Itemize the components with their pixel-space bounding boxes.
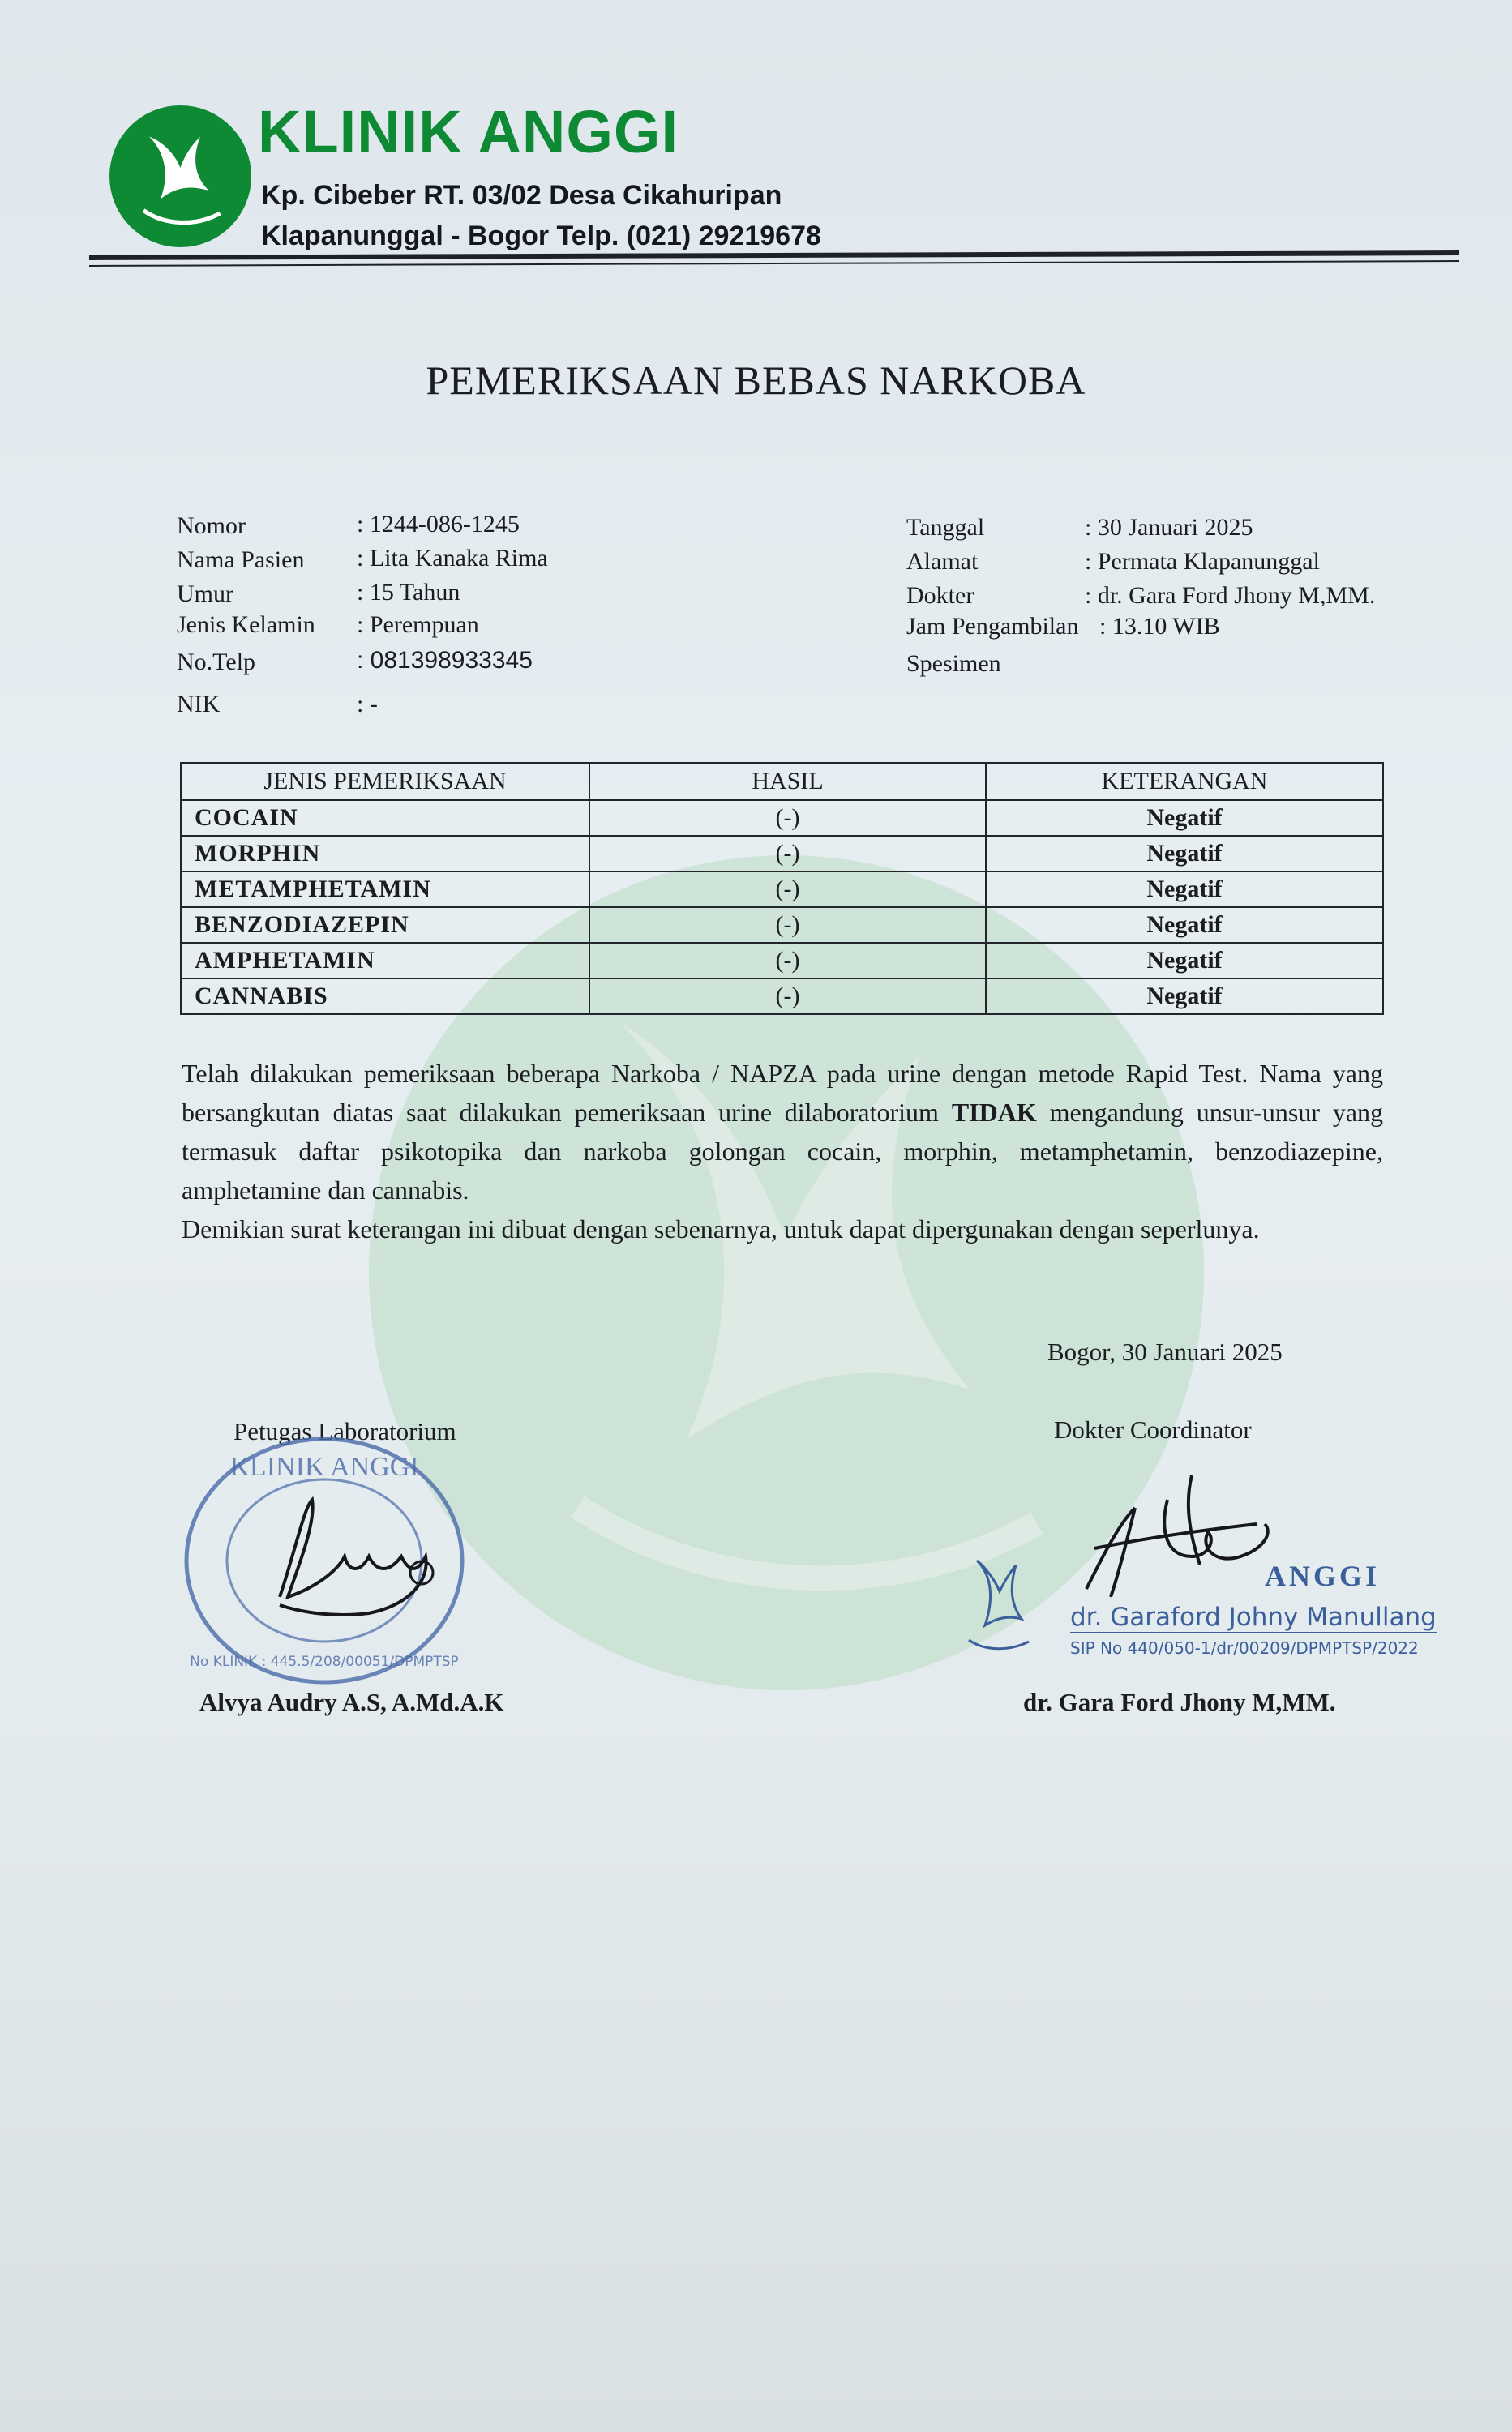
test-result: (-) <box>589 907 986 943</box>
results-table <box>180 762 1384 1015</box>
tanggal-value: : 30 Januari 2025 <box>1085 514 1253 541</box>
nama-label: Nama Pasien <box>177 546 305 573</box>
right-signer-role: Dokter Coordinator <box>1054 1415 1252 1444</box>
document-title: PEMERIKSAAN BEBAS NARKOBA <box>426 358 1086 403</box>
table-header-row <box>181 763 1383 800</box>
stamp-top-text: KLINIK ANGGI <box>229 1452 419 1482</box>
umur-label: Umur <box>177 580 233 607</box>
telp-value: : 081398933345 <box>357 647 533 674</box>
table-row <box>181 978 1383 1014</box>
jam-label: Jam Pengambilan <box>906 613 1079 640</box>
statement-text <box>182 1054 1383 1248</box>
header-rule-thin <box>89 260 1459 267</box>
place-date: Bogor, 30 Januari 2025 <box>1047 1338 1283 1366</box>
test-result: (-) <box>589 978 986 1014</box>
stamp-bottom-text: No KLINIK : 445.5/208/00051/DPMPTSP <box>190 1654 459 1670</box>
test-remark: Negatif <box>986 943 1383 978</box>
jam-value: : 13.10 WIB <box>1099 613 1220 640</box>
test-result: (-) <box>589 871 986 907</box>
table-row <box>181 871 1383 907</box>
emphasis-tidak: TIDAK <box>951 1098 1037 1127</box>
test-result: (-) <box>589 800 986 836</box>
left-signer-role: Petugas Laboratorium <box>233 1417 456 1445</box>
doctor-stamp-sip: SIP No 440/050-1/dr/00209/DPMPTSP/2022 <box>1070 1638 1419 1658</box>
dokter-label: Dokter <box>906 582 974 609</box>
test-remark: Negatif <box>986 978 1383 1014</box>
test-remark: Negatif <box>986 800 1383 836</box>
right-signature <box>1070 1459 1289 1613</box>
col-keterangan: KETERANGAN <box>986 763 1383 800</box>
test-result: (-) <box>589 836 986 871</box>
table-row <box>181 943 1383 978</box>
nik-value: : - <box>357 691 378 717</box>
col-jenis-pemeriksaan: JENIS PEMERIKSAAN <box>181 763 589 800</box>
test-result: (-) <box>589 943 986 978</box>
alamat-value: : Permata Klapanunggal <box>1085 548 1320 575</box>
test-name: AMPHETAMIN <box>181 943 589 978</box>
clinic-address: Kp. Cibeber RT. 03/02 Desa Cikahuripan <box>261 180 782 211</box>
test-remark: Negatif <box>986 836 1383 871</box>
test-remark: Negatif <box>986 871 1383 907</box>
test-name: COCAIN <box>181 800 589 836</box>
jenis-kelamin-value: : Perempuan <box>357 611 479 638</box>
table-row <box>181 836 1383 871</box>
nama-value: : Lita Kanaka Rima <box>357 545 548 572</box>
clinic-logo-icon <box>109 105 251 247</box>
alamat-label: Alamat <box>906 548 979 575</box>
doctor-stamp-dove-icon <box>961 1544 1034 1658</box>
left-signature <box>247 1475 458 1646</box>
jenis-kelamin-label: Jenis Kelamin <box>177 611 315 638</box>
table-row <box>181 800 1383 836</box>
dokter-value: : dr. Gara Ford Jhony M,MM. <box>1085 582 1376 609</box>
clinic-address-phone: Klapanunggal - Bogor Telp. (021) 29219678 <box>261 221 821 251</box>
test-remark: Negatif <box>986 907 1383 943</box>
closing-paragraph: Demikian surat keterangan ini dibuat dengan sebenarnya, untuk dapat dipergunakan dengan seperlunya. <box>182 1214 1260 1244</box>
left-signer-name: Alvya Audry A.S, A.Md.A.K <box>199 1688 504 1716</box>
tanggal-label: Tanggal <box>906 514 985 541</box>
nik-label: NIK <box>177 691 221 717</box>
clinic-name: KLINIK ANGGI <box>258 98 679 165</box>
col-hasil: HASIL <box>589 763 986 800</box>
test-name: MORPHIN <box>181 836 589 871</box>
telp-label: No.Telp <box>177 649 256 675</box>
table-row <box>181 907 1383 943</box>
test-name: METAMPHETAMIN <box>181 871 589 907</box>
right-signer-name: dr. Gara Ford Jhony M,MM. <box>1023 1688 1336 1716</box>
spesimen-label: Spesimen <box>906 650 1001 677</box>
doctor-stamp-clinic: ANGGI <box>1265 1560 1381 1592</box>
test-name: CANNABIS <box>181 978 589 1014</box>
nomor-value: : 1244-086-1245 <box>357 511 520 537</box>
statement-paragraph: Telah dilakukan pemeriksaan beberapa Narkoba / NAPZA pada urine dengan metode Rapid Test. Nama yang bersangkutan diatas saat dilakukan pemeriksaan urine dilaboratorium TIDAK mengandung unsur-unsur yang termasuk daftar psikotopika dan narkoba golongan cocain, morphin, metamphetamin, benzodiazepine, amphetamine dan cannabis. <box>182 1059 1384 1205</box>
nomor-label: Nomor <box>177 512 246 539</box>
doctor-stamp-name: dr. Garaford Johny Manullang <box>1070 1603 1437 1632</box>
umur-value: : 15 Tahun <box>357 579 460 606</box>
test-name: BENZODIAZEPIN <box>181 907 589 943</box>
